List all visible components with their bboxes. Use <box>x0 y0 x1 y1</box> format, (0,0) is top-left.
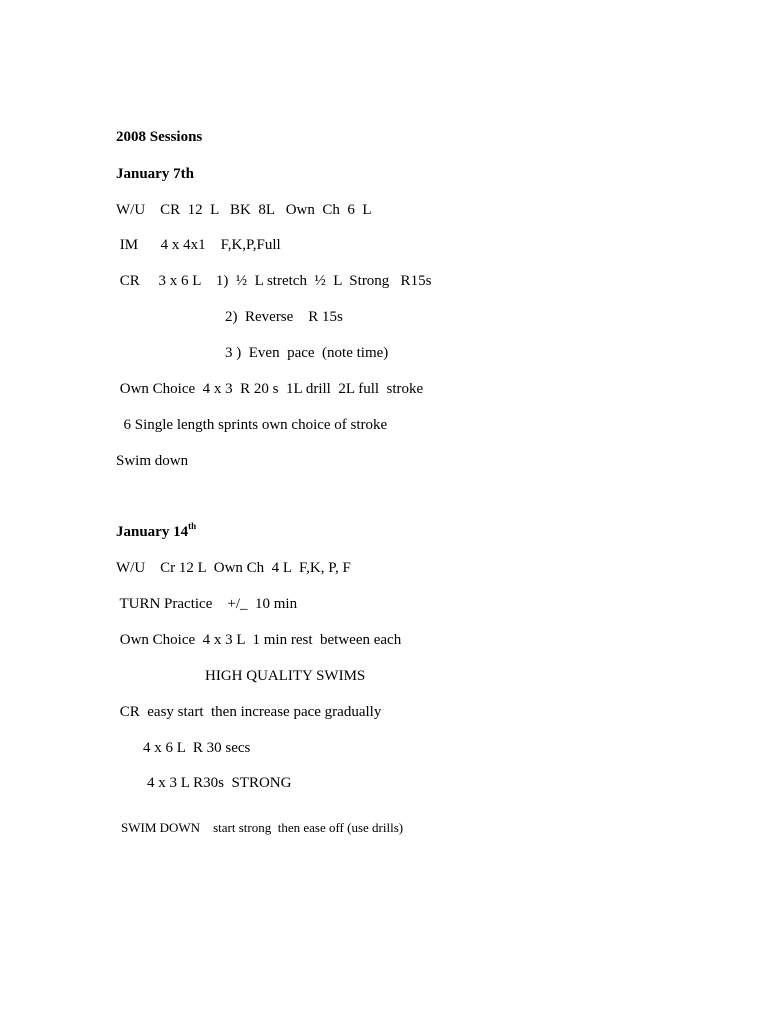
swim-down-line <box>121 819 403 837</box>
session-line: W/U Cr 12 L Own Ch 4 L F,K, P, F <box>116 560 351 576</box>
session-date-suffix: th <box>188 521 197 531</box>
session-line: 3 ) Even pace (note time) <box>225 345 389 361</box>
session-line: IM 4 x 4x1 F,K,P,Full <box>116 237 281 253</box>
session-line: CR easy start then increase pace gradually <box>116 704 382 720</box>
session-date <box>116 523 196 541</box>
session-line: Own Choice 4 x 3 R 20 s 1L drill 2L full stroke <box>116 381 424 397</box>
session-line: CR 3 x 6 L 1) ½ L stretch ½ L Strong R15s <box>116 273 432 289</box>
swim-down-text: start strong then ease off (use drills) <box>213 820 404 835</box>
swim-down-label: SWIM DOWN <box>121 820 201 835</box>
document-heading: 2008 Sessions <box>116 129 203 145</box>
session-date-main: January 14 <box>116 524 189 540</box>
session-line: 6 Single length sprints own choice of stroke <box>116 417 388 433</box>
session-line: 2) Reverse R 15s <box>225 309 343 325</box>
session-line: 4 x 6 L R 30 secs <box>143 740 251 756</box>
session-line: Swim down <box>116 453 189 469</box>
session-line: TURN Practice +/_ 10 min <box>116 596 298 612</box>
session-line: 4 x 3 L R30s STRONG <box>147 775 292 791</box>
session-line: Own Choice 4 x 3 L 1 min rest between each <box>116 632 402 648</box>
session-line: W/U CR 12 L BK 8L Own Ch 6 L <box>116 202 372 218</box>
swim-down-spacer <box>200 820 213 835</box>
session-date: January 7th <box>116 166 194 182</box>
session-line: HIGH QUALITY SWIMS <box>205 668 366 684</box>
